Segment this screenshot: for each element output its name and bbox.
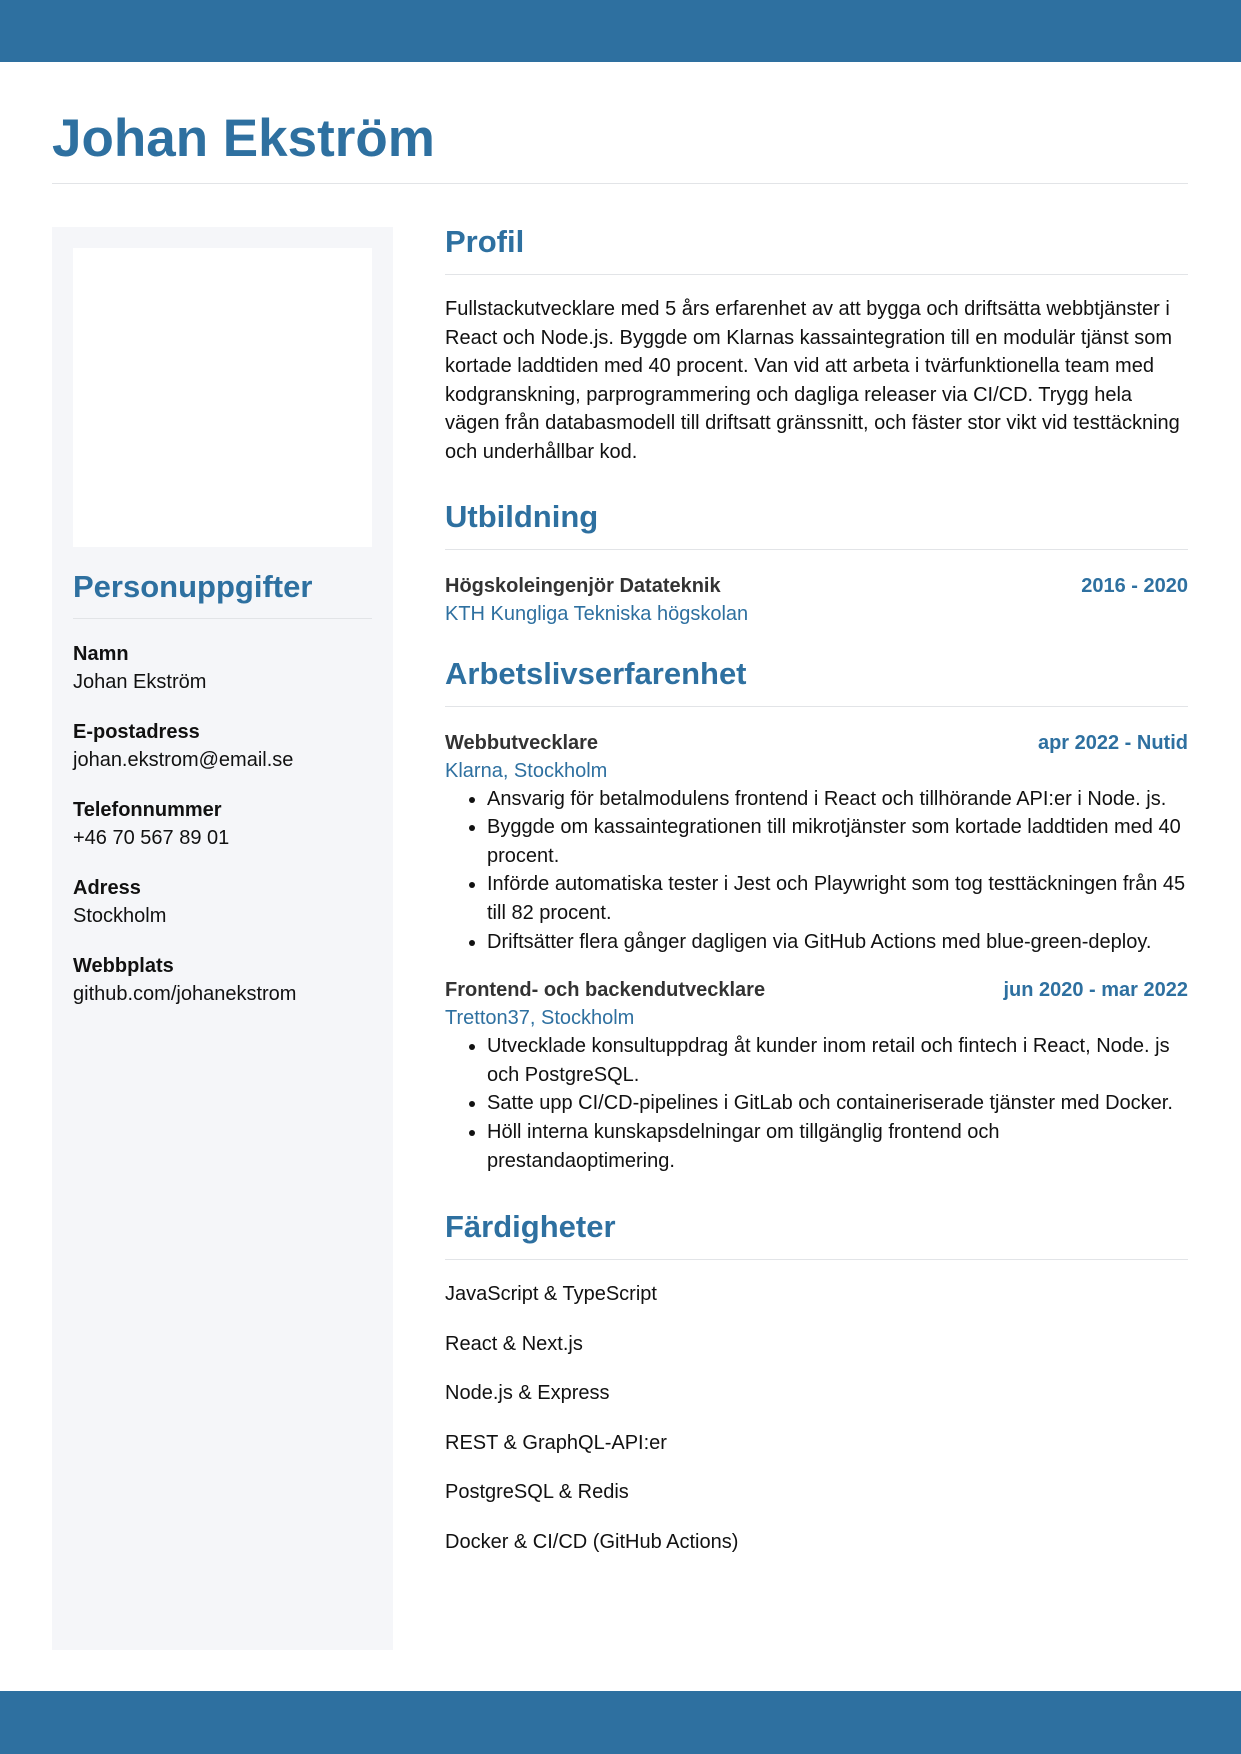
field-email [73, 718, 372, 774]
list-item: • Ansvarig för betalmodulens frontend i React och tillhörande API:er i Node. js. [487, 785, 1188, 814]
skill-item: Node.js & Express [445, 1382, 610, 1405]
bottom-banner [0, 1691, 1241, 1754]
list-item: • Satte upp CI/CD-pipelines i GitLab och containeriserade tjänster med Docker. [487, 1089, 1188, 1118]
field-label: Adress [73, 877, 141, 899]
section-heading: Arbetslivserfarenhet [445, 655, 747, 691]
entry-title: Högskoleingenjör Datateknik [445, 574, 721, 597]
top-banner [0, 0, 1241, 62]
main-content [445, 222, 1188, 1577]
field-name [73, 640, 372, 696]
section-divider [445, 274, 1188, 275]
education-section [445, 497, 1188, 628]
entry-organization: Tretton37, Stockholm [445, 1007, 635, 1030]
field-value: Stockholm [73, 905, 167, 927]
experience-entry [445, 729, 1188, 957]
section-heading: Profil [445, 224, 525, 259]
experience-entry [445, 976, 1188, 1175]
skill-item: React & Next.js [445, 1332, 583, 1355]
field-label: E-postadress [73, 721, 200, 743]
personal-details-list [73, 640, 372, 1030]
list-item: • Införde automatiska tester i Jest och Playwright som tog testtäckningen från 45 till 82 procent. [487, 870, 1188, 927]
field-label: Telefonnummer [73, 799, 222, 821]
section-divider [445, 1259, 1188, 1260]
list-item: • Utvecklade konsultuppdrag åt kunder inom retail och fintech i React, Node. js och PostgreSQL. [487, 1032, 1188, 1089]
skills-section [445, 1207, 1188, 1556]
field-value[interactable]: johan.ekstrom@email.se [73, 749, 294, 771]
sidebar [52, 227, 393, 1650]
field-value: +46 70 567 89 01 [73, 827, 230, 849]
skill-item: PostgreSQL & Redis [445, 1481, 629, 1504]
list-item: • Höll interna kunskapsdelningar om tillgänglig frontend och prestandaoptimering. [487, 1118, 1188, 1175]
section-heading: Färdigheter [445, 1209, 616, 1245]
section-divider [445, 549, 1188, 550]
entry-title: Webbutvecklare [445, 731, 599, 754]
field-website [73, 952, 372, 1008]
profile-text: Fullstackutvecklare med 5 års erfarenhet av att bygga och driftsätta webbtjänster i React och Node.js. Byggde om Klarnas kassaintegration till en modulär tjänst som kortade laddtiden med 40 procent. Van vid att arbeta i tvärfunktionella team med kodgranskning, parprogrammering och dagliga releaser via CI/CD. Trygg hela vägen från databasmodell till driftsatt gränssnitt, och fäster stor vikt vid testtäckning och underhållbar kod. [445, 298, 1180, 463]
section-heading: Utbildning [445, 498, 599, 534]
field-value[interactable]: github.com/johanekstrom [73, 983, 297, 1005]
field-phone [73, 796, 372, 852]
profile-photo-placeholder [73, 248, 372, 547]
profile-section [445, 222, 1188, 467]
education-entry [445, 572, 1188, 628]
candidate-name: Johan Ekström [52, 109, 435, 168]
skill-item: Docker & CI/CD (GitHub Actions) [445, 1530, 739, 1553]
experience-section [445, 654, 1188, 1176]
entry-date: apr 2022 - Nutid [1037, 731, 1188, 754]
field-label: Webbplats [73, 955, 174, 977]
list-item: • Byggde om kassaintegrationen till mikrotjänster som kortade laddtiden med 40 procent. [487, 813, 1188, 870]
list-item: • Driftsätter flera gånger dagligen via GitHub Actions med blue-green-deploy. [487, 928, 1188, 957]
personal-details-heading: Personuppgifter [73, 569, 313, 604]
entry-date: jun 2020 - mar 2022 [1003, 979, 1188, 1002]
entry-organization: KTH Kungliga Tekniska högskolan [445, 602, 749, 625]
header-divider [52, 183, 1188, 184]
entry-date: 2016 - 2020 [1081, 574, 1188, 597]
field-address [73, 874, 372, 930]
field-label: Namn [73, 643, 129, 665]
field-value: Johan Ekström [73, 671, 207, 693]
sidebar-divider [73, 618, 372, 619]
skill-item: REST & GraphQL-API:er [445, 1431, 667, 1454]
responsibility-list [445, 1032, 1188, 1175]
entry-title: Frontend- och backendutvecklare [445, 979, 766, 1002]
section-divider [445, 706, 1188, 707]
responsibility-list [445, 785, 1188, 957]
entry-organization: Klarna, Stockholm [445, 759, 608, 782]
skills-list [445, 1280, 1188, 1556]
skill-item: JavaScript & TypeScript [445, 1283, 657, 1306]
